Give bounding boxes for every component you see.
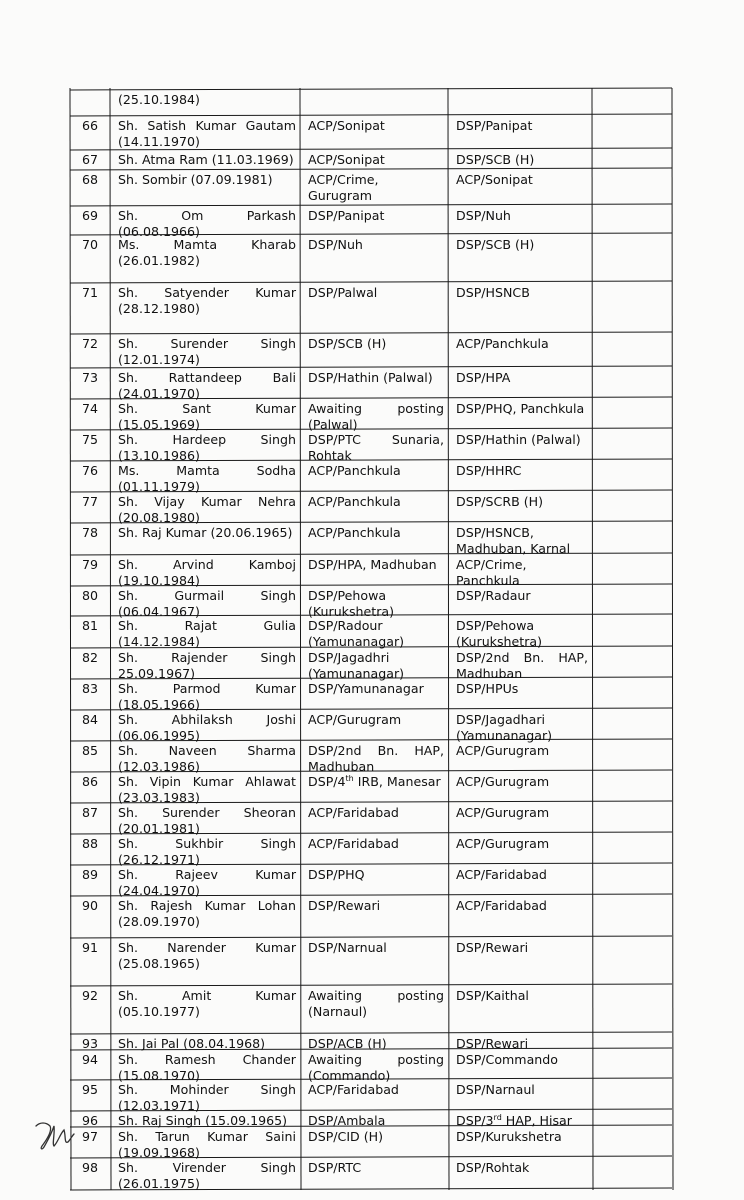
present-line: ACP/Faridabad xyxy=(308,805,399,820)
row-rule xyxy=(70,984,672,986)
present-line: DSP/Narnual xyxy=(308,940,387,955)
name-line: Sh. Satish Kumar Gautam xyxy=(118,118,296,133)
serial-number: 79 xyxy=(81,557,99,572)
posted-line: DSP/Nuh xyxy=(456,208,511,223)
present-line: Madhuban xyxy=(308,758,375,774)
posted-line: DSP/HHRC xyxy=(456,463,522,478)
present-line: Awaiting posting xyxy=(308,1052,444,1067)
name-line: (06.04.1967) xyxy=(118,603,200,619)
present-cell xyxy=(308,285,444,301)
name-line: Sh. Raj Singh (15.09.1965) xyxy=(118,1113,288,1128)
serial-number: 73 xyxy=(81,370,99,385)
posted-line: DSP/Commando xyxy=(456,1052,558,1067)
posted-cell xyxy=(456,1052,588,1068)
present-line: (Kurukshetra) xyxy=(308,603,395,619)
posted-line: DSP/Narnaul xyxy=(456,1082,535,1097)
name-line: (28.09.1970) xyxy=(118,913,200,929)
posted-line: DSP/Radaur xyxy=(456,588,531,603)
name-line: (19.09.1968) xyxy=(118,1144,200,1160)
name-line: Sh. Abhilaksh Joshi xyxy=(118,712,296,727)
name-line: Sh. Jai Pal (08.04.1968) xyxy=(118,1036,266,1051)
name-cell xyxy=(118,805,296,836)
serial-number: 85 xyxy=(81,743,99,758)
name-line: Sh. Raj Kumar (20.06.1965) xyxy=(118,525,293,540)
present-cell xyxy=(308,712,444,728)
posted-line: DSP/Kurukshetra xyxy=(456,1129,562,1144)
present-line: DSP/HPA, Madhuban xyxy=(308,557,437,572)
posted-cell xyxy=(456,557,588,588)
name-cell xyxy=(118,1052,296,1083)
posted-line: ACP/Gurugram xyxy=(456,774,550,789)
posted-cell xyxy=(456,898,588,914)
present-line: ACP/Panchkula xyxy=(308,494,401,509)
serial-number: 98 xyxy=(81,1160,99,1175)
posted-line: DSP/Pehowa xyxy=(456,618,535,633)
present-cell xyxy=(308,1160,444,1176)
present-line: ACP/Sonipat xyxy=(308,152,385,167)
name-line: (19.10.1984) xyxy=(118,572,200,588)
posted-cell xyxy=(456,370,588,386)
name-line: (26.01.1982) xyxy=(118,252,200,268)
name-line: (25.08.1965) xyxy=(118,955,200,971)
name-line: (14.11.1970) xyxy=(118,133,200,149)
posted-cell xyxy=(456,1082,588,1098)
present-line: (Yamunanagar) xyxy=(308,665,405,681)
present-cell xyxy=(308,1113,444,1129)
present-line: DSP/Ambala xyxy=(308,1113,386,1128)
serial-number: 83 xyxy=(81,681,99,696)
posted-cell xyxy=(456,1113,588,1129)
name-line: (26.12.1971) xyxy=(118,851,200,867)
present-cell xyxy=(308,805,444,821)
serial-number: 74 xyxy=(81,401,99,416)
name-line: Sh. Vipin Kumar Ahlawat xyxy=(118,774,296,789)
row-rule xyxy=(70,1032,672,1034)
present-cell xyxy=(308,401,444,432)
present-line: Awaiting posting xyxy=(308,401,444,416)
present-cell xyxy=(308,940,444,956)
present-cell xyxy=(308,898,444,914)
posted-cell xyxy=(456,1160,588,1176)
name-line: Sh. Rajesh Kumar Lohan xyxy=(118,898,296,913)
present-line: ACP/Panchkula xyxy=(308,525,401,540)
present-line: DSP/Radour xyxy=(308,618,383,633)
row-rule xyxy=(70,204,672,206)
present-line: DSP/ACB (H) xyxy=(308,1036,387,1051)
posted-line: ACP/Faridabad xyxy=(456,898,547,913)
posted-cell xyxy=(456,712,588,743)
name-line: Ms. Mamta Kharab xyxy=(118,237,296,252)
posted-line: DSP/Panipat xyxy=(456,118,533,133)
row-rule xyxy=(70,281,672,283)
posted-cell xyxy=(456,940,588,956)
name-line: (15.08.1970) xyxy=(118,1067,200,1083)
name-line: (23.03.1983) xyxy=(118,789,200,805)
present-cell xyxy=(308,172,444,203)
name-line: Sh. Satyender Kumar xyxy=(118,285,296,300)
name-line: Ms. Mamta Sodha xyxy=(118,463,296,478)
posted-cell xyxy=(456,432,588,448)
posted-cell xyxy=(456,494,588,510)
posted-line: DSP/2nd Bn. HAP, xyxy=(456,650,588,665)
posted-line: (Kurukshetra) xyxy=(456,633,543,649)
name-line: (26.01.1975) xyxy=(118,1175,200,1191)
posted-cell xyxy=(456,867,588,883)
name-cell xyxy=(118,898,296,929)
posted-line: DSP/Jagadhari xyxy=(456,712,546,727)
present-cell xyxy=(308,1082,444,1098)
posted-cell xyxy=(456,805,588,821)
name-cell xyxy=(118,650,296,681)
name-cell xyxy=(118,463,296,494)
name-cell xyxy=(118,1160,296,1191)
posted-line: DSP/SCB (H) xyxy=(456,237,535,252)
name-line: Sh. Mohinder Singh xyxy=(118,1082,296,1097)
name-line: Sh. Hardeep Singh xyxy=(118,432,296,447)
present-line: ACP/Faridabad xyxy=(308,836,399,851)
name-line: (12.01.1974) xyxy=(118,351,200,367)
present-line: ACP/Sonipat xyxy=(308,118,385,133)
posted-line: DSP/HSNCB, xyxy=(456,525,534,540)
serial-number: 95 xyxy=(81,1082,99,1097)
present-line: (Commando) xyxy=(308,1067,391,1083)
serial-number: 94 xyxy=(81,1052,99,1067)
serial-number: 77 xyxy=(81,494,99,509)
posted-cell xyxy=(456,336,588,352)
name-cell xyxy=(118,1082,296,1113)
present-line: DSP/PHQ xyxy=(308,867,365,882)
present-line: ACP/Crime, xyxy=(308,172,379,187)
name-cell xyxy=(118,588,296,619)
posted-line: DSP/Rohtak xyxy=(456,1160,530,1175)
present-cell xyxy=(308,836,444,852)
name-line: Sh. Sant Kumar xyxy=(118,401,296,416)
serial-number: 69 xyxy=(81,208,99,223)
serial-number: 90 xyxy=(81,898,99,913)
column-rule xyxy=(592,88,593,1190)
name-line: (13.10.1986) xyxy=(118,447,200,463)
present-cell xyxy=(308,208,444,224)
name-line: Sh. Surender Singh xyxy=(118,336,296,351)
serial-number: 89 xyxy=(81,867,99,882)
present-cell xyxy=(308,152,444,168)
posted-line: Madhuban xyxy=(456,665,523,681)
posted-line: ACP/Gurugram xyxy=(456,805,550,820)
name-line: 25.09.1967) xyxy=(118,665,196,681)
posted-line: ACP/Faridabad xyxy=(456,867,547,882)
present-line: DSP/PTC Sunaria, xyxy=(308,432,444,447)
present-line: Gurugram xyxy=(308,187,373,203)
row-rule xyxy=(70,114,672,116)
present-cell xyxy=(308,1129,444,1145)
serial-number: 82 xyxy=(81,650,99,665)
name-line: (28.12.1980) xyxy=(118,300,200,316)
name-cell xyxy=(118,208,296,239)
posted-line: DSP/SCB (H) xyxy=(456,152,535,167)
posted-line: DSP/HPUs xyxy=(456,681,519,696)
present-line: DSP/CID (H) xyxy=(308,1129,384,1144)
serial-number: 81 xyxy=(81,618,99,633)
name-line: (12.03.1971) xyxy=(118,1097,200,1113)
present-cell xyxy=(308,525,444,541)
name-line: (20.01.1981) xyxy=(118,820,200,836)
name-cell xyxy=(118,152,296,168)
name-line: Sh. Narender Kumar xyxy=(118,940,296,955)
serial-number: 76 xyxy=(81,463,99,478)
name-line: (06.08.1966) xyxy=(118,223,200,239)
name-line: (12.03.1986) xyxy=(118,758,200,774)
name-cell xyxy=(118,92,296,108)
name-cell xyxy=(118,836,296,867)
posted-cell xyxy=(456,1129,588,1145)
posted-line: ACP/Sonipat xyxy=(456,172,533,187)
posted-cell xyxy=(456,152,588,168)
posted-line: DSP/PHQ, Panchkula xyxy=(456,401,585,416)
name-line: (20.08.1980) xyxy=(118,509,200,525)
posted-line: DSP/Rewari xyxy=(456,940,529,955)
name-cell xyxy=(118,118,296,149)
name-cell xyxy=(118,370,296,401)
posted-line: (Yamunanagar) xyxy=(456,727,553,743)
present-line: DSP/Yamunanagar xyxy=(308,681,424,696)
name-line: (14.12.1984) xyxy=(118,633,200,649)
present-line: DSP/Panipat xyxy=(308,208,385,223)
row-rule xyxy=(70,88,672,90)
name-line: Sh. Surender Sheoran xyxy=(118,805,296,820)
present-line: (Yamunanagar) xyxy=(308,633,405,649)
posted-cell xyxy=(456,208,588,224)
name-cell xyxy=(118,432,296,463)
serial-number: 86 xyxy=(81,774,99,789)
serial-number: 72 xyxy=(81,336,99,351)
serial-number: 96 xyxy=(81,1113,99,1128)
present-line: DSP/Palwal xyxy=(308,285,378,300)
posted-line: ACP/Gurugram xyxy=(456,743,550,758)
present-line: (Narnaul) xyxy=(308,1003,368,1019)
name-line: Sh. Virender Singh xyxy=(118,1160,296,1175)
name-line: Sh. Atma Ram (11.03.1969) xyxy=(118,152,294,167)
serial-number: 93 xyxy=(81,1036,99,1051)
posted-cell xyxy=(456,836,588,852)
handwritten-initials xyxy=(30,1112,78,1158)
present-line: DSP/RTC xyxy=(308,1160,362,1175)
serial-number: 88 xyxy=(81,836,99,851)
posted-line: DSP/HSNCB xyxy=(456,285,530,300)
name-cell xyxy=(118,774,296,805)
name-line: Sh. Parmod Kumar xyxy=(118,681,296,696)
name-line: Sh. Naveen Sharma xyxy=(118,743,296,758)
serial-number: 80 xyxy=(81,588,99,603)
serial-number: 70 xyxy=(81,237,99,252)
posted-cell xyxy=(456,237,588,253)
column-rule xyxy=(300,88,301,1190)
name-line: Sh. Rajat Gulia xyxy=(118,618,296,633)
present-line: DSP/4th IRB, Manesar xyxy=(308,773,441,789)
name-cell xyxy=(118,940,296,971)
present-line: DSP/2nd Bn. HAP, xyxy=(308,743,444,758)
posted-line: DSP/SCRB (H) xyxy=(456,494,544,509)
name-line: Sh. Sombir (07.09.1981) xyxy=(118,172,273,187)
posted-line: DSP/HPA xyxy=(456,370,511,385)
posted-cell xyxy=(456,172,588,188)
posted-line: ACP/Gurugram xyxy=(456,836,550,851)
present-line: DSP/SCB (H) xyxy=(308,336,387,351)
posted-cell xyxy=(456,618,588,649)
serial-number: 91 xyxy=(81,940,99,955)
name-cell xyxy=(118,1129,296,1160)
name-cell xyxy=(118,336,296,367)
present-cell xyxy=(308,867,444,883)
posted-cell xyxy=(456,401,588,417)
name-line: Sh. Rajender Singh xyxy=(118,650,296,665)
present-line: DSP/Jagadhri xyxy=(308,650,390,665)
name-cell xyxy=(118,743,296,774)
name-line: Sh. Om Parkash xyxy=(118,208,296,223)
serial-number: 92 xyxy=(81,988,99,1003)
serial-number: 84 xyxy=(81,712,99,727)
name-line: (06.06.1995) xyxy=(118,727,200,743)
serial-number: 67 xyxy=(81,152,99,167)
present-cell xyxy=(308,618,444,649)
posted-line: DSP/Kaithal xyxy=(456,988,529,1003)
serial-number: 75 xyxy=(81,432,99,447)
present-cell xyxy=(308,336,444,352)
name-line: (05.10.1977) xyxy=(118,1003,200,1019)
row-rule xyxy=(70,168,672,170)
name-line: Sh. Sukhbir Singh xyxy=(118,836,296,851)
name-line: Sh. Arvind Kamboj xyxy=(118,557,296,572)
name-line: Sh. Rajeev Kumar xyxy=(118,867,296,882)
column-rule xyxy=(672,88,673,1190)
posted-cell xyxy=(456,743,588,759)
posted-line: DSP/Rewari xyxy=(456,1036,529,1051)
name-cell xyxy=(118,681,296,712)
present-cell xyxy=(308,370,444,386)
name-cell xyxy=(118,1113,296,1129)
name-cell xyxy=(118,237,296,268)
posted-line: ACP/Crime, xyxy=(456,557,527,572)
name-line: Sh. Rattandeep Bali xyxy=(118,370,296,385)
present-cell xyxy=(308,1036,444,1052)
name-line: (18.05.1966) xyxy=(118,696,200,712)
present-line: DSP/Hathin (Palwal) xyxy=(308,370,433,385)
present-line: Rohtak xyxy=(308,447,352,463)
posted-cell xyxy=(456,650,588,681)
present-line: DSP/Rewari xyxy=(308,898,381,913)
posted-cell xyxy=(456,463,588,479)
present-line: ACP/Panchkula xyxy=(308,463,401,478)
name-line: (24.04.1970) xyxy=(118,882,200,898)
posted-cell xyxy=(456,285,588,301)
name-cell xyxy=(118,712,296,743)
posted-cell xyxy=(456,988,588,1004)
posted-line: DSP/3rd HAP, Hisar xyxy=(456,1112,572,1128)
row-rule xyxy=(70,332,672,334)
posted-line: ACP/Panchkula xyxy=(456,336,549,351)
name-cell xyxy=(118,494,296,525)
present-cell xyxy=(308,743,444,774)
name-line: (15.05.1969) xyxy=(118,416,200,432)
posted-cell xyxy=(456,681,588,697)
name-line: Sh. Gurmail Singh xyxy=(118,588,296,603)
posted-cell xyxy=(456,525,588,556)
name-cell xyxy=(118,401,296,432)
present-line: (Palwal) xyxy=(308,416,358,432)
present-line: DSP/Pehowa xyxy=(308,588,387,603)
posted-cell xyxy=(456,774,588,790)
name-line: (24.01.1970) xyxy=(118,385,200,401)
name-cell xyxy=(118,172,296,188)
name-cell xyxy=(118,525,296,541)
posted-line: Madhuban, Karnal xyxy=(456,540,571,556)
present-cell xyxy=(308,557,444,573)
column-rule xyxy=(448,88,449,1190)
present-cell xyxy=(308,118,444,134)
name-line: (01.11.1979) xyxy=(118,478,200,494)
serial-number: 71 xyxy=(81,285,99,300)
serial-number: 87 xyxy=(81,805,99,820)
name-cell xyxy=(118,988,296,1019)
posted-cell xyxy=(456,118,588,134)
serial-number: 97 xyxy=(81,1129,99,1144)
posted-cell xyxy=(456,588,588,604)
present-line: Awaiting posting xyxy=(308,988,444,1003)
name-line: Sh. Ramesh Chander xyxy=(118,1052,296,1067)
present-cell xyxy=(308,988,444,1019)
column-rule xyxy=(110,88,111,1190)
name-cell xyxy=(118,1036,296,1052)
present-cell xyxy=(308,1052,444,1083)
present-line: ACP/Faridabad xyxy=(308,1082,399,1097)
name-cell xyxy=(118,285,296,316)
name-line: Sh. Tarun Kumar Saini xyxy=(118,1129,296,1144)
present-cell xyxy=(308,494,444,510)
present-line: DSP/Nuh xyxy=(308,237,363,252)
serial-number: 66 xyxy=(81,118,99,133)
present-line: ACP/Gurugram xyxy=(308,712,402,727)
present-cell xyxy=(308,681,444,697)
row-rule xyxy=(70,936,672,938)
posted-line: Panchkula xyxy=(456,572,520,588)
name-line: Sh. Vijay Kumar Nehra xyxy=(118,494,296,509)
present-cell xyxy=(308,588,444,619)
name-cell xyxy=(118,618,296,649)
name-line: (25.10.1984) xyxy=(118,92,200,107)
present-cell xyxy=(308,432,444,463)
present-cell xyxy=(308,650,444,681)
posted-cell xyxy=(456,1036,588,1052)
name-cell xyxy=(118,557,296,588)
present-cell xyxy=(308,237,444,253)
column-rule xyxy=(70,88,71,1190)
serial-number: 68 xyxy=(81,172,99,187)
present-cell xyxy=(308,774,444,790)
name-cell xyxy=(118,867,296,898)
serial-number: 78 xyxy=(81,525,99,540)
posted-line: DSP/Hathin (Palwal) xyxy=(456,432,581,447)
name-line: Sh. Amit Kumar xyxy=(118,988,296,1003)
present-cell xyxy=(308,463,444,479)
